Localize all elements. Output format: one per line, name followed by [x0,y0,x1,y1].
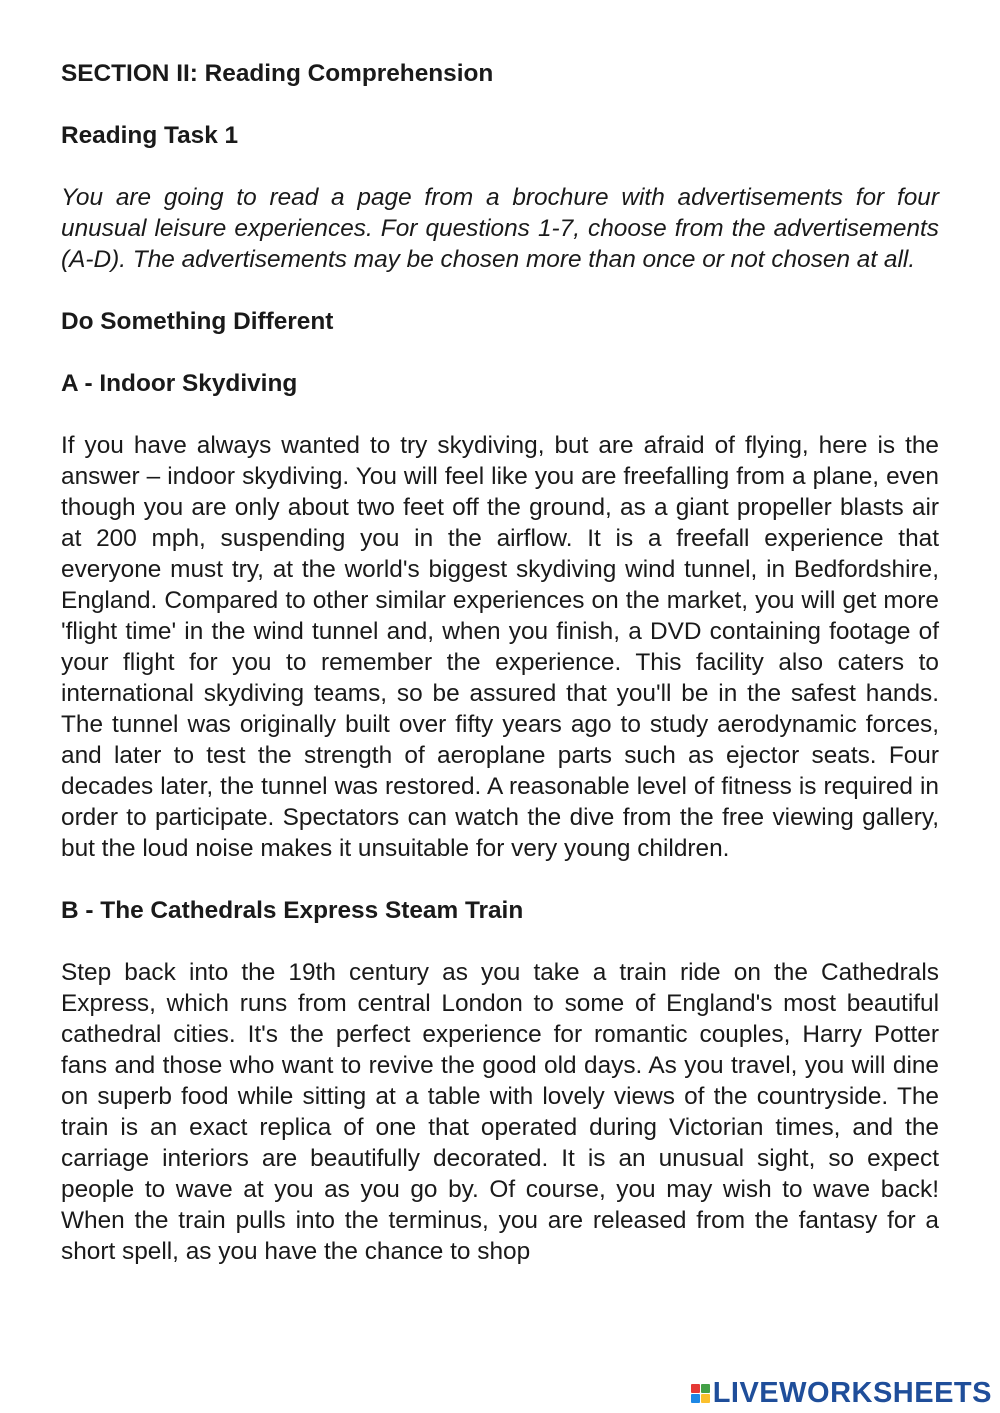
task-title: Reading Task 1 [61,122,239,149]
worksheet-page [61,58,939,1267]
brochure-title: Do Something Different [61,308,334,335]
logo-text: LIVEWORKSHEETS [712,1377,992,1409]
ad-a-text: If you have always wanted to try skydiving, but are afraid of flying, here is the answer – indoor skydiving. You will feel like you are freefalling from a plane, even though you are only about two feet off the ground, as a giant propeller blasts air at 200 mph, suspending you in the airflow. It is a freefall experience that everyone must try, at the world's biggest skydiving wind tunnel, in Bedfordshire, England. Compared to other similar experiences on the market, you will get more 'flight time' in the wind tunnel and, when you finish, a DVD containing footage of your flight for you to remember the experience. This facility also caters to international skydiving teams, so be assured that you'll be in the safest hands. The tunnel was originally built over fifty years ago to study aerodynamic forces, and later to test the strength of aeroplane parts such as ejector seats. Four decades later, the tunnel was restored. A reasonable level of fitness is required in order to participate. Spectators can watch the dive from the free viewing gallery, but the loud noise makes it unsuitable for very young children. [61,432,939,862]
section-title: SECTION II: Reading Comprehension [61,60,494,87]
instructions-text: You are going to read a page from a brochure with advertisements for four unusual leisure experiences. For questions 1-7, choose from the advertisements (A-D). The advertisements may be chosen more than once or not chosen at all. [61,184,939,273]
ad-b-text: Step back into the 19th century as you take a train ride on the Cathedrals Express, which runs from central London to some of England's most beautiful cathedral cities. It's the perfect experience for romantic couples, Harry Potter fans and those who want to revive the good old days. As you travel, you will dine on superb food while sitting at a table with lovely views of the countryside. The train is an exact replica of one that operated during Victorian times, and the carriage interiors are beautifully decorated. It is an unusual sight, so expect people to wave at you as you go by. Of course, you may wish to wave back! When the train pulls into the terminus, you are released from the fantasy for a short spell, as you have the chance to shop [61,959,939,1265]
logo-grid-icon [691,1384,710,1403]
ad-a-title: A - Indoor Skydiving [61,370,298,397]
ad-b-title: B - The Cathedrals Express Steam Train [61,897,524,924]
liveworksheets-logo [691,1378,992,1408]
